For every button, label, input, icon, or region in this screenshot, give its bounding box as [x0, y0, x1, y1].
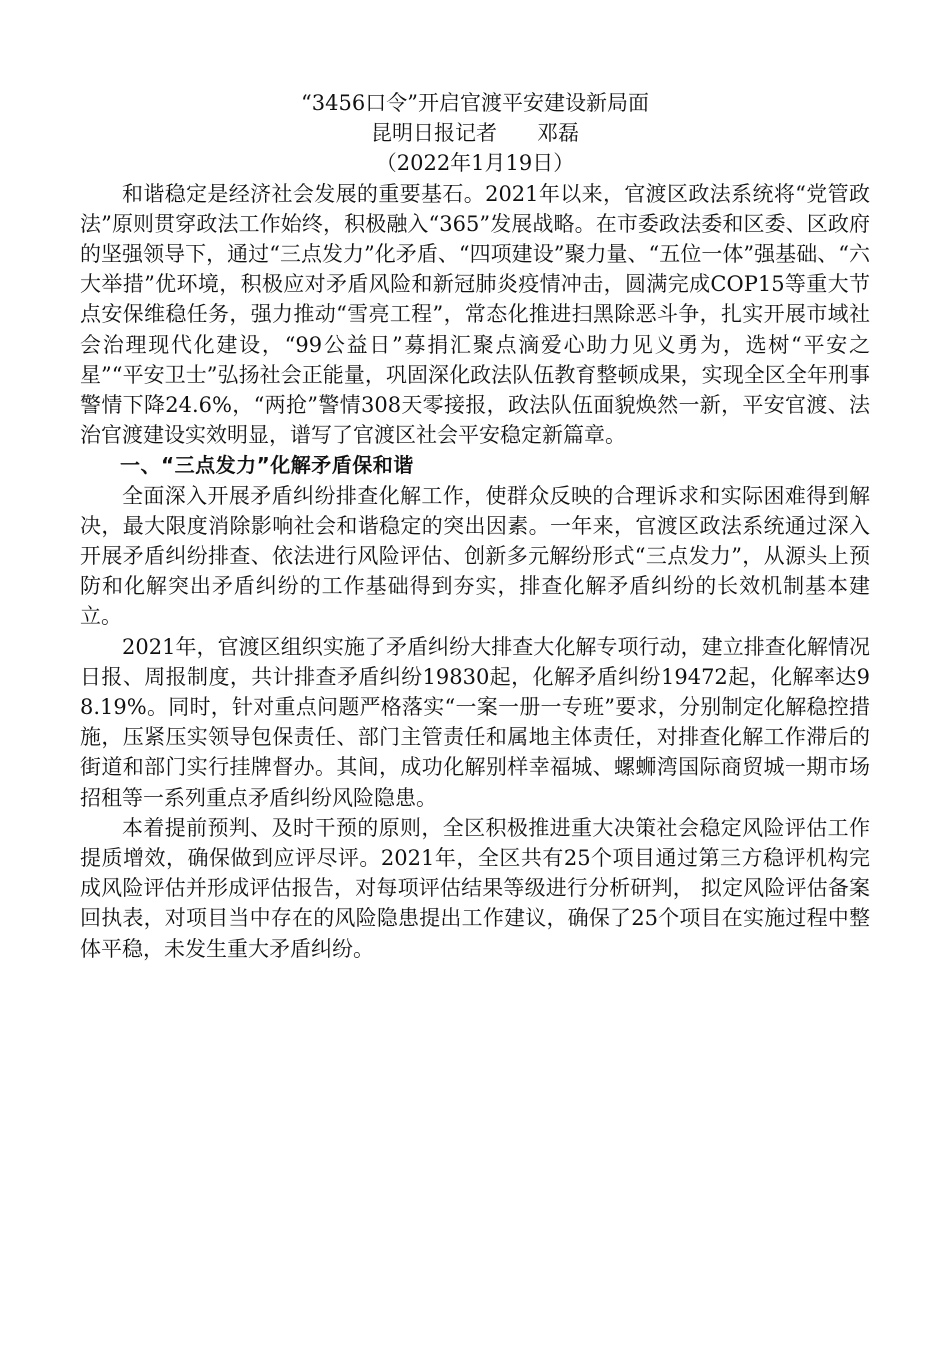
- article-title: “3456口令”开启官渡平安建设新局面: [301, 91, 649, 115]
- body-paragraph: 本着提前预判、及时干预的原则，全区积极推进重大决策社会稳定风险评估工作提质增效，确保做到应评尽评。2021年，全区共有25个项目通过第三方稳评机构完成风险评估并形成评估报告，对每项评估结果等级进行分析研判， 拟定风险评估备案回执表，对项目当中存在的风险隐患提出工作建议，确保了25个项目在实施过程中整体平稳，未发生重大矛盾纠纷。: [80, 815, 870, 961]
- body-paragraph: 全面深入开展矛盾纠纷排查化解工作，使群众反映的合理诉求和实际困难得到解决，最大限度消除影响社会和谐稳定的突出因素。一年来，官渡区政法系统通过深入开展矛盾纠纷排查、依法进行风险评估、创新多元解纷形式“三点发力”，从源头上预防和化解突出矛盾纠纷的工作基础得到夯实，排查化解矛盾纠纷的长效机制基本建立。: [80, 483, 870, 629]
- body-paragraph: 2021年，官渡区组织实施了矛盾纠纷大排查大化解专项行动，建立排查化解情况日报、周报制度，共计排查矛盾纠纷19830起，化解矛盾纠纷19472起，化解率达98.19%。同时，针对重点问题严格落实“一案一册一专班”要求，分别制定化解稳控措施，压紧压实领导包保责任、部门主管责任和属地主体责任，对排查化解工作滞后的街道和部门实行挂牌督办。其间，成功化解别样幸福城、螺蛳湾国际商贸城一期市场招租等一系列重点矛盾纠纷风险隐患。: [80, 634, 870, 810]
- section-heading: 一、“三点发力”化解矛盾保和谐: [120, 453, 414, 478]
- article-byline: 昆明日报记者 邓磊: [370, 121, 580, 146]
- document-page: [80, 88, 870, 964]
- article-date: （2022年1月19日）: [375, 151, 575, 176]
- intro-paragraph: 和谐稳定是经济社会发展的重要基石。2021年以来，官渡区政法系统将“党管政法”原则贯穿政法工作始终，积极融入“365”发展战略。在市委政法委和区委、区政府的坚强领导下，通过“三点发力”化矛盾、“四项建设”聚力量、“五位一体”强基础、“六大举措”优环境，积极应对矛盾风险和新冠肺炎疫情冲击，圆满完成COP15等重大节点安保维稳任务，强力推动“雪亮工程”，常态化推进扫黑除恶斗争，扎实开展市域社会治理现代化建设，“99公益日”募捐汇聚点滴爱心助力见义勇为，选树“平安之星”“平安卫士”弘扬社会正能量，巩固深化政法队伍教育整顿成果，实现全区全年刑事警情下降24.6%，“两抢”警情308天零接报，政法队伍面貌焕然一新，平安官渡、法治官渡建设实效明显，谱写了官渡区社会平安稳定新篇章。: [80, 181, 870, 448]
